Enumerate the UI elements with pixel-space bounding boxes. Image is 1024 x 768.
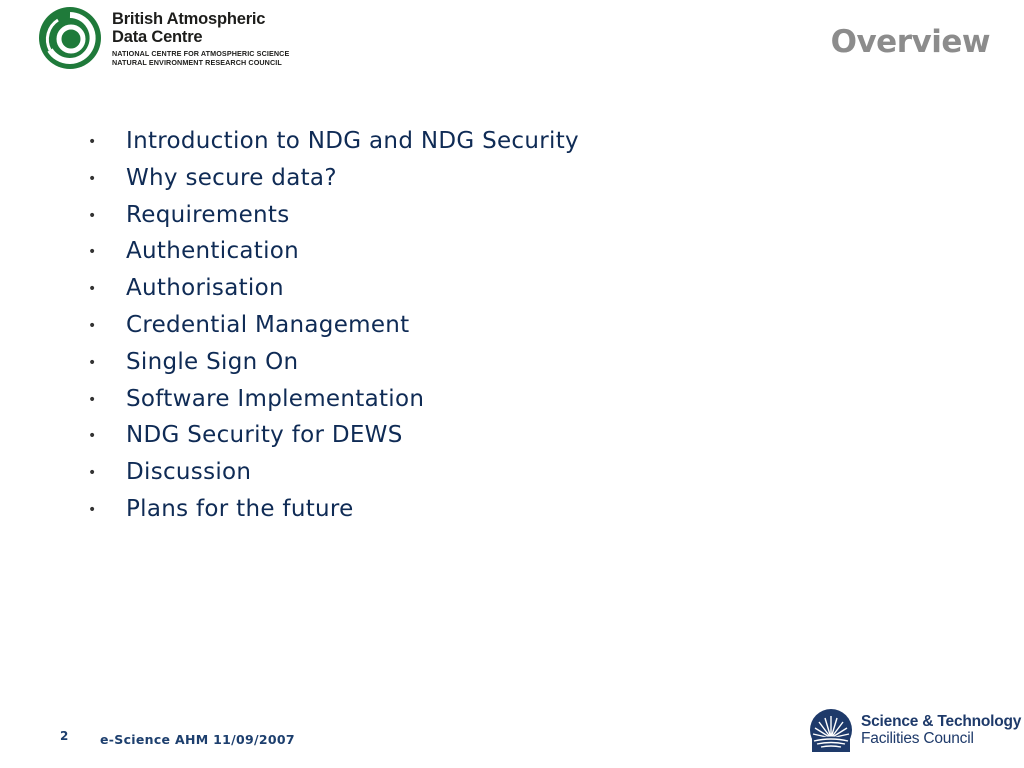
bullet-text: Authorisation bbox=[126, 275, 284, 302]
bullet-item bbox=[86, 128, 579, 165]
bullet-item bbox=[86, 496, 579, 533]
bullet-item bbox=[86, 275, 579, 312]
page-number: 2 bbox=[60, 729, 69, 743]
bullet-item bbox=[86, 386, 579, 423]
stfc-logo bbox=[809, 708, 1021, 752]
bullet-marker-icon: • bbox=[88, 207, 97, 224]
bullet-text: Discussion bbox=[126, 459, 252, 486]
bullet-marker-icon: • bbox=[88, 317, 97, 334]
bullet-marker-icon: • bbox=[88, 244, 97, 261]
bullet-text: Authentication bbox=[126, 238, 300, 265]
bullet-marker-icon: • bbox=[88, 281, 97, 298]
bullet-marker-icon: • bbox=[88, 354, 97, 371]
badc-spiral-logo-icon bbox=[38, 6, 102, 70]
bullet-text: NDG Security for DEWS bbox=[126, 422, 403, 449]
stfc-logo-line2: Facilities Council bbox=[861, 730, 974, 747]
bullet-item bbox=[86, 459, 579, 496]
bullet-list bbox=[86, 128, 579, 533]
stfc-sunburst-logo-icon bbox=[809, 708, 853, 752]
bullet-text: Software Implementation bbox=[126, 385, 425, 412]
footer-text: e-Science AHM 11/09/2007 bbox=[100, 732, 295, 747]
bullet-text: Requirements bbox=[126, 201, 290, 228]
bullet-marker-icon: • bbox=[88, 501, 97, 518]
bullet-item bbox=[86, 312, 579, 349]
bullet-marker-icon: • bbox=[88, 465, 97, 482]
badc-logo bbox=[38, 5, 289, 71]
stfc-logo-line1: Science & Technology bbox=[861, 713, 1022, 730]
bullet-text: Plans for the future bbox=[126, 495, 354, 522]
bullet-marker-icon: • bbox=[88, 134, 97, 150]
badc-logo-line3: NATIONAL CENTRE FOR ATMOSPHERIC SCIENCE bbox=[112, 48, 290, 58]
badc-logo-line4: NATURAL ENVIRONMENT RESEARCH COUNCIL bbox=[112, 57, 282, 67]
bullet-item bbox=[86, 165, 579, 202]
bullet-marker-icon: • bbox=[88, 428, 97, 445]
bullet-item bbox=[86, 422, 579, 459]
bullet-item bbox=[86, 349, 579, 386]
bullet-marker-icon: • bbox=[88, 391, 97, 408]
bullet-text: Single Sign On bbox=[126, 348, 299, 375]
bullet-text: Why secure data? bbox=[126, 164, 337, 191]
bullet-text: Introduction to NDG and NDG Security bbox=[126, 128, 579, 154]
slide-title: Overview bbox=[830, 24, 990, 60]
badc-logo-line2: Data Centre bbox=[112, 27, 203, 46]
badc-logo-text bbox=[112, 10, 289, 67]
badc-logo-line1: British Atmospheric bbox=[112, 9, 266, 28]
stfc-logo-text bbox=[861, 713, 1021, 747]
bullet-item bbox=[86, 238, 579, 275]
bullet-text: Credential Management bbox=[126, 311, 410, 338]
bullet-marker-icon: • bbox=[88, 170, 97, 187]
bullet-item bbox=[86, 202, 579, 239]
